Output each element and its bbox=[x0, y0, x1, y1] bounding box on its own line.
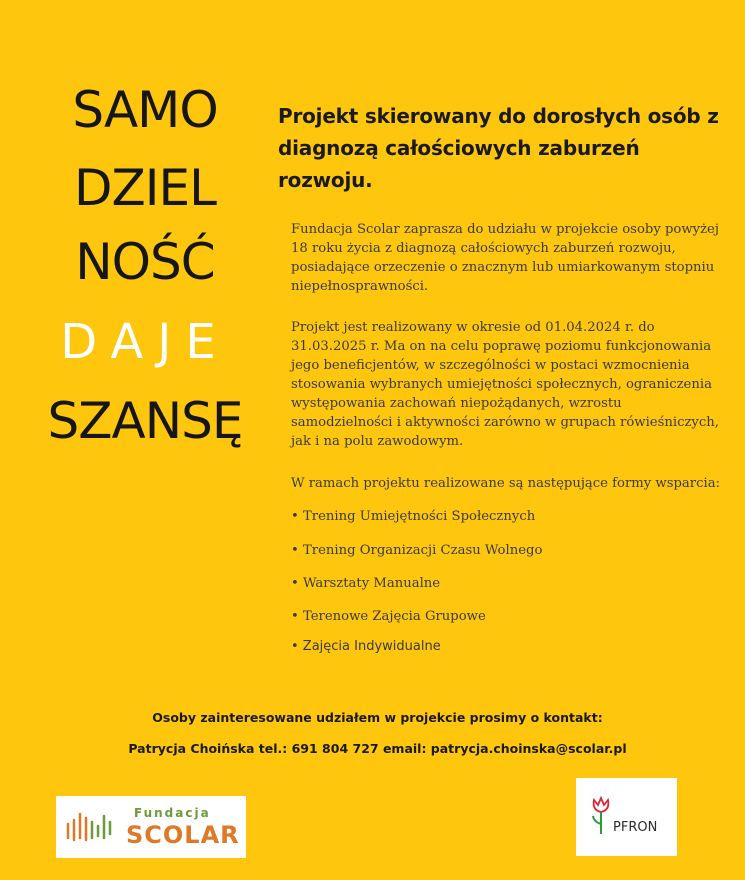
scolar-bars-icon bbox=[64, 808, 124, 848]
paragraph-project: Projekt jest realizowany w okresie od 01.04.2024 r. do 31.03.2025 r. Ma on na celu poprawę poziomu funkcjonowania jego beneficjentów, w szczególności w postaci wzmocnienia stosowania wybranych umiejętności społecznych, ograniczenia występowania zachowań niepożądanych, wzrostu samodzielności i aktywności zarówno w grupach rówieśniczych, jak i na polu zawodowym. bbox=[291, 320, 719, 449]
tulip-icon bbox=[590, 796, 612, 836]
contact-intro: Osoby zainteresowane udziałem w projekcie prosimy o kontakt: bbox=[152, 710, 603, 725]
slogan-word-nosc: NOŚĆ bbox=[75, 233, 215, 291]
paragraph-support-intro: W ramach projektu realizowane są następujące formy wsparcia: bbox=[291, 476, 720, 491]
slogan-word-daje: DAJE bbox=[60, 314, 230, 370]
pfron-logo bbox=[576, 778, 677, 856]
paragraph-intro: Fundacja Scolar zaprasza do udziału w projekcie osoby powyżej 18 roku życia z diagnozą całościowych zaburzeń rozwoju, posiadające orzeczenie o znacznym lub umiarkowanym stopniu niepełnosprawności. bbox=[291, 222, 719, 294]
slogan-word-szanse: SZANSĘ bbox=[47, 392, 243, 450]
slogan-word-samo: SAMO bbox=[72, 81, 218, 139]
support-item: • Trening Umiejętności Społecznych bbox=[291, 509, 536, 524]
support-item: • Terenowe Zajęcia Grupowe bbox=[291, 609, 486, 624]
scolar-logo-small-text: Fundacja bbox=[134, 806, 211, 820]
pfron-logo-text: PFRON bbox=[613, 820, 658, 835]
support-item: • Warsztaty Manualne bbox=[291, 576, 441, 591]
scolar-logo-big-text: SCOLAR bbox=[126, 821, 240, 849]
scolar-logo bbox=[56, 796, 246, 858]
contact-details: Patrycja Choińska tel.: 691 804 727 email: patrycja.choinska@scolar.pl bbox=[128, 741, 627, 756]
support-item: • Zajęcia Indywidualne bbox=[291, 639, 441, 654]
support-item: • Trening Organizacji Czasu Wolnego bbox=[291, 543, 543, 558]
slogan-word-dziel: DZIEL bbox=[74, 159, 216, 217]
headline: Projekt skierowany do dorosłych osób z diagnozą całościowych zaburzeń rozwoju. bbox=[278, 104, 719, 192]
